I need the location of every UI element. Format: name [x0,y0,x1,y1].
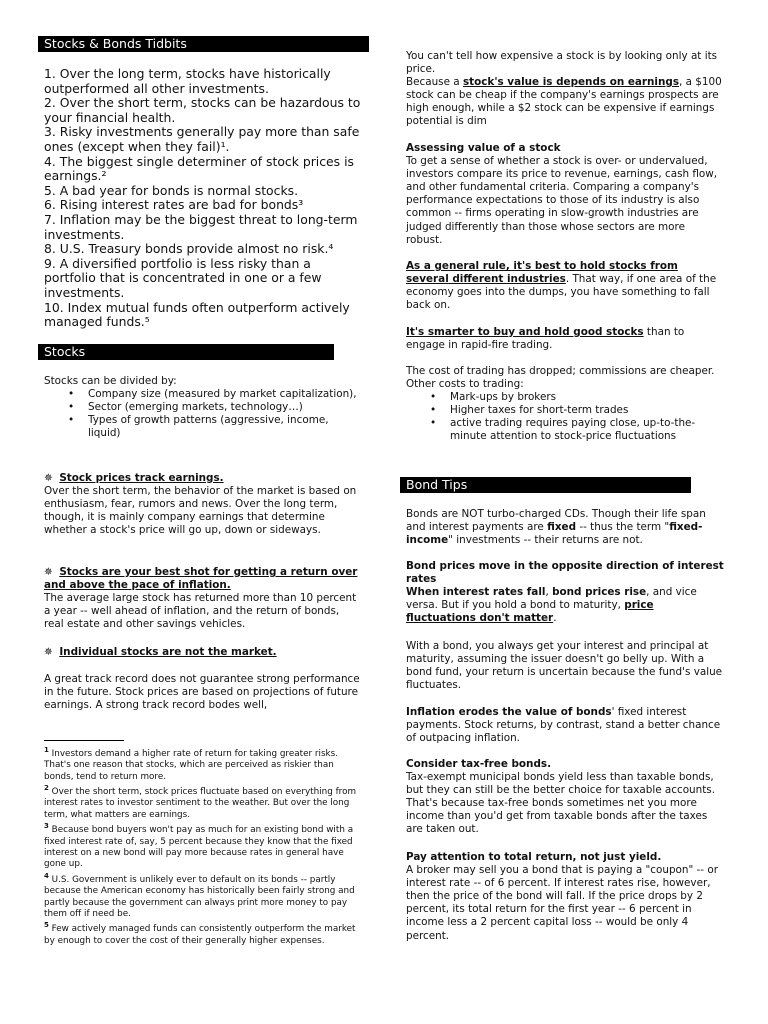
footnote: $^1$ Investors demand a higher rate of return for taking greater risks. That's one reason that stocks, which are perceived as riskier than bonds, tend to return more. [44,746,339,782]
buy-hold-block [406,326,724,352]
assessing-value-block [406,142,724,247]
star-icon: ✵ [44,472,53,484]
trading-costs-block [406,365,724,444]
tidbit-item: 1. Over the long term, stocks have historically outperformed all other investments. [44,66,331,96]
tax-free-block [406,758,724,837]
paragraph: Bonds are NOT turbo-charged CDs. Though their life span and interest payments are fixed -- thus the term "fixed-income" investments -- their returns are not. [406,508,706,547]
paragraph: To get a sense of whether a stock is over- or undervalued, investors compare its price to revenue, earnings, cash flow, and other fundamental criteria. Comparing a company's performance expectations to those of its industry is also common -- firms operating in slow-growth industries are judged differently than those whose sectors are more robust. [406,155,718,246]
star-icon: ✵ [44,566,53,578]
list-item: • Types of growth patterns (aggressive, income, liquid) [44,414,362,440]
footnote: $^5$ Few actively managed funds can consistently outperform the market by enough to cover the cost of their generally higher expenses. [44,921,356,946]
total-return-block [406,851,724,943]
list-item: • Mark-ups by brokers [406,391,724,404]
paragraph: Because a stock's value is depends on earnings, a $100 stock can be cheap if the company's earnings prospects are high enough, while a $2 stock can be expensive if earnings potential is dim [406,76,722,128]
footnote: $^3$ Because bond buyers won't pay as much for an existing bond with a fixed interest rate of, say, 5 percent because they know that the fixed interest on a new bond will pay more because rates in general have gone up. [44,822,354,870]
paragraph: You can't tell how expensive a stock is by looking only at its price. [406,50,718,76]
paragraph: With a bond, you always get your interest and principal at maturity, assuming the issuer doesn't go belly up. With a bond fund, your return is uncertain because the fund's value fluctuates. [406,640,723,692]
tidbit-item: 5. A bad year for bonds is normal stocks. [44,182,299,198]
paragraph: It's smarter to buy and hold good stocks than to engage in rapid-fire trading. [406,326,685,352]
subheading: Stock prices track earnings. [59,472,224,484]
stock-inflation-block [44,566,362,631]
divided-intro: Stocks can be divided by: [44,375,177,387]
footnote: $^2$ Over the short term, stock prices fluctuate based on everything from interest rates to investor sentiment to the weather. But over the long term, what matters are earnings. [44,784,357,820]
tidbit-item: 6. Rising interest rates are bad for bonds³ [44,197,304,213]
bond-prices-block [406,560,724,625]
paragraph: When interest rates fall, bond prices rise, and vice versa. But if you hold a bond to maturity, price fluctuations don't matter. [406,586,697,625]
subheading: Assessing value of a stock [406,142,561,154]
paragraph: Tax-exempt municipal bonds yield less than taxable bonds, but they can still be the better choice for taxable accounts. That's because tax-free bonds sometimes net you more income than you'd get from taxable bonds after the taxes are taken out. [406,771,716,836]
footnote: $^4$ U.S. Government is unlikely ever to default on its bonds -- partly because the American economy has historically been fairly strong and partly because the government can always print more money to pay them off if need be. [44,871,355,919]
subheading: Individual stocks are not the market. [59,646,277,658]
divided-list [44,388,362,440]
paragraph: Inflation erodes the value of bonds' fixed interest payments. Stock returns, by contrast, stand a better chance of outpacing inflation. [406,706,721,745]
subheading: Stocks are your best shot for getting a return over and above the pace of inflation. [44,566,358,592]
inflation-block [406,706,724,745]
tidbit-item: 2. Over the short term, stocks can be hazardous to your financial health. [44,95,361,125]
paragraph: A broker may sell you a bond that is paying a "coupon" -- or interest rate -- of 6 percent. If interest rates rise, however, then the price of the bond will fall. If the price drops by 2 percent, its total return for the first year -- 6 percent in income less a 2 percent capital loss -- would be only 4 percent. [406,864,718,942]
bond-intro-block [406,508,724,547]
bond-fund-block [406,640,724,692]
stock-price-block [406,50,724,129]
tidbits-list [44,67,364,330]
tidbit-item: 3. Risky investments generally pay more than safe ones (except when they fail)¹. [44,124,360,154]
list-item: • active trading requires paying close, up-to-the-minute attention to stock-price fluctuations [406,417,724,443]
paragraph: Over the short term, the behavior of the market is based on enthusiasm, fear, rumors and news. Over the long term, though, it is mainly company earnings that determine whether a stock's price will go up, down or sideways. [44,485,357,537]
tidbit-item: 7. Inflation may be the biggest threat to long-term investments. [44,211,358,242]
diversify-block [406,260,724,312]
footnote-divider [44,740,124,741]
stock-earnings-block [44,472,362,537]
subheading: Pay attention to total return, not just yield. [406,851,662,863]
tidbit-item: 10. Index mutual funds often outperform actively managed funds.⁵ [44,299,350,330]
individual-stocks-block [44,646,362,712]
paragraph: Other costs to trading: [406,378,524,391]
paragraph: A great track record does not guarantee strong performance in the future. Stock prices are based on projections of future earnings. A strong track record bodes well, [44,673,360,712]
subheading: Bond prices move in the opposite direction of interest rates [406,560,724,586]
section-header-tidbits: Stocks & Bonds Tidbits [38,36,369,52]
tidbit-item: 4. The biggest single determiner of stock prices is earnings.² [44,153,354,184]
tidbit-item: 8. U.S. Treasury bonds provide almost no risk.⁴ [44,241,334,257]
paragraph: As a general rule, it's best to hold stocks from several different industries. That way, if one area of the economy goes into the dumps, you have something to fall back on. [406,260,717,312]
costs-list [406,391,724,443]
stocks-divided-block [44,375,362,440]
footnotes [44,745,366,947]
section-header-bond-tips: Bond Tips [400,477,691,493]
list-item: • Company size (measured by market capitalization), [44,388,362,401]
star-icon: ✵ [44,646,53,658]
list-item: • Sector (emerging markets, technology…) [44,401,362,414]
tidbit-item: 9. A diversified portfolio is less risky than a portfolio that is concentrated in one or a few investments. [44,255,322,300]
subheading: Consider tax-free bonds. [406,758,552,770]
paragraph: The cost of trading has dropped; commissions are cheaper. [406,365,715,377]
list-item: • Higher taxes for short-term trades [406,404,724,417]
paragraph: The average large stock has returned more than 10 percent a year -- well ahead of inflation, and the return of bonds, real estate and other savings vehicles. [44,592,357,631]
section-header-stocks: Stocks [38,344,334,360]
